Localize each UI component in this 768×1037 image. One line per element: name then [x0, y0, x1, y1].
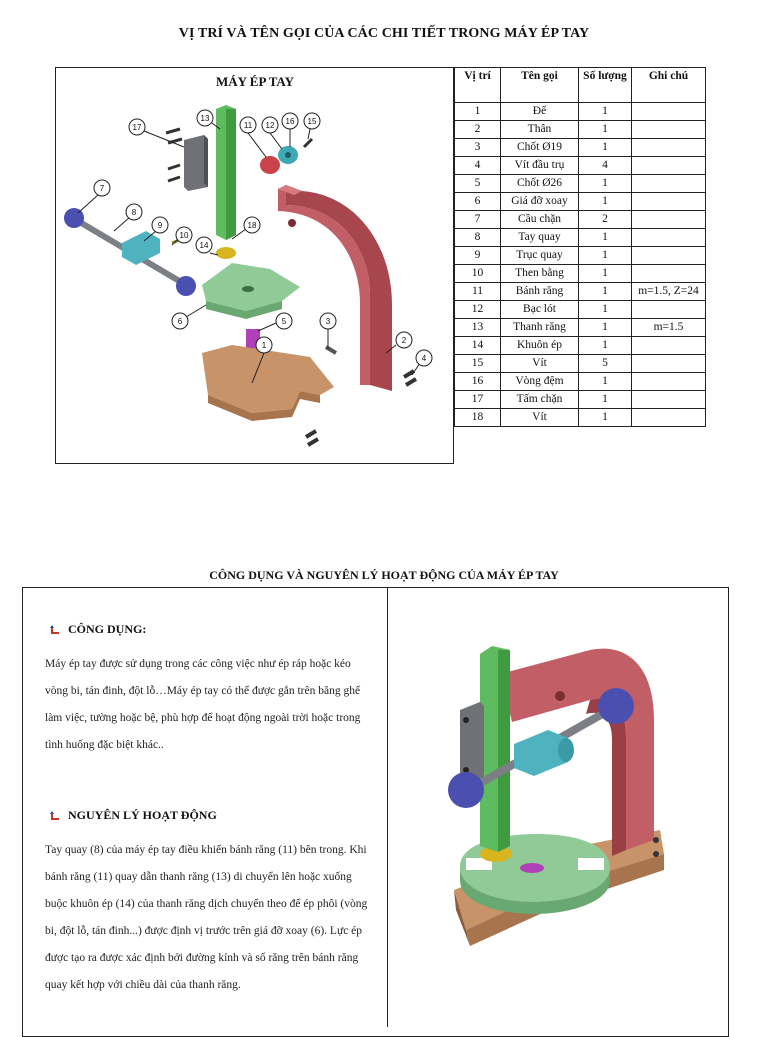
cell-note	[632, 193, 706, 211]
cell-note	[632, 175, 706, 193]
principle-line: được tạo ra được xác định bởi đường kính và số răng trên bánh răng	[45, 952, 359, 964]
table-row	[455, 103, 706, 121]
cell-quantity: 1	[579, 229, 632, 247]
svg-text:12: 12	[265, 121, 275, 130]
callout-6	[172, 305, 206, 329]
cell-quantity: 1	[579, 247, 632, 265]
svg-text:9: 9	[157, 221, 163, 230]
svg-text:18: 18	[247, 221, 257, 230]
cell-position: 4	[455, 157, 501, 175]
usage-heading-row	[50, 622, 146, 637]
table-row	[455, 301, 706, 319]
svg-text:3: 3	[325, 317, 331, 326]
cell-note	[632, 355, 706, 373]
table-row	[455, 319, 706, 337]
principle-heading: NGUYÊN LÝ HOẠT ĐỘNG	[68, 808, 217, 822]
table-row	[455, 265, 706, 283]
cell-position: 8	[455, 229, 501, 247]
cell-name: Khuôn ép	[501, 337, 579, 355]
table-row	[455, 373, 706, 391]
cell-note	[632, 121, 706, 139]
cell-note	[632, 409, 706, 427]
usage-paragraph	[45, 651, 381, 759]
cell-quantity: 2	[579, 211, 632, 229]
cell-name: Chốt Ø26	[501, 175, 579, 193]
cell-name: Chốt Ø19	[501, 139, 579, 157]
bushing-part	[216, 247, 236, 259]
cell-position: 17	[455, 391, 501, 409]
cell-note	[632, 391, 706, 409]
callout-18	[232, 217, 260, 239]
table-row	[455, 211, 706, 229]
cell-position: 9	[455, 247, 501, 265]
svg-text:15: 15	[307, 117, 317, 126]
cell-note	[632, 139, 706, 157]
cell-quantity: 1	[579, 193, 632, 211]
svg-text:6: 6	[177, 317, 183, 326]
cell-quantity: 1	[579, 139, 632, 157]
cell-quantity: 1	[579, 121, 632, 139]
parts-table	[454, 67, 706, 427]
cell-position: 10	[455, 265, 501, 283]
svg-text:8: 8	[131, 208, 137, 217]
screw-part	[653, 851, 659, 857]
cell-quantity: 4	[579, 157, 632, 175]
cell-name: Vít	[501, 355, 579, 373]
cell-note	[632, 337, 706, 355]
table-row	[455, 391, 706, 409]
svg-text:4: 4	[421, 354, 427, 363]
rack-part	[216, 105, 236, 240]
cell-position: 7	[455, 211, 501, 229]
table-row	[455, 229, 706, 247]
principle-paragraph	[45, 837, 385, 999]
callout-5	[258, 313, 292, 331]
cell-note: m=1.5	[632, 319, 706, 337]
cell-position: 15	[455, 355, 501, 373]
table-row	[455, 409, 706, 427]
svg-text:7: 7	[99, 184, 105, 193]
principle-line: Tay quay (8) của máy ép tay điều khiển bánh răng (11) bên trong. Khi	[45, 844, 367, 856]
table-row	[455, 337, 706, 355]
usage-line: Máy ép tay được sử dụng trong các công việc như ép ráp hoặc kéo	[45, 658, 351, 670]
cell-quantity: 1	[579, 283, 632, 301]
principle-line: bánh răng (11) quay dẫn thanh răng (13) di chuyển lên hoặc xuống	[45, 871, 352, 883]
section-title: CÔNG DỤNG VÀ NGUYÊN LÝ HOẠT ĐỘNG CỦA MÁY ÉP TAY	[209, 568, 559, 582]
svg-text:17: 17	[132, 123, 142, 132]
screw-part	[406, 379, 416, 385]
table-row	[455, 283, 706, 301]
cell-note	[632, 157, 706, 175]
assembled-press-illustration	[440, 640, 680, 960]
table-row	[455, 157, 706, 175]
cell-position: 18	[455, 409, 501, 427]
cell-note	[632, 103, 706, 121]
svg-text:14: 14	[199, 241, 209, 250]
cell-name: Trục quay	[501, 247, 579, 265]
cell-name: Vít đầu trụ	[501, 157, 579, 175]
cell-name: Thanh răng	[501, 319, 579, 337]
cell-quantity: 1	[579, 337, 632, 355]
cell-position: 12	[455, 301, 501, 319]
cell-name: Vít	[501, 409, 579, 427]
usage-heading: CÔNG DỤNG:	[68, 622, 147, 636]
callout-12	[262, 117, 282, 149]
svg-text:13: 13	[200, 114, 210, 123]
svg-text:1: 1	[261, 341, 267, 350]
cell-name: Đế	[501, 103, 579, 121]
cell-name: Vòng đệm	[501, 373, 579, 391]
screw-part	[653, 837, 659, 843]
cell-note	[632, 373, 706, 391]
cell-position: 14	[455, 337, 501, 355]
header-name: Tên gọi	[501, 68, 579, 103]
cell-note	[632, 301, 706, 319]
cell-quantity: 1	[579, 409, 632, 427]
cell-position: 11	[455, 283, 501, 301]
cell-position: 6	[455, 193, 501, 211]
header-position: Vị trí	[455, 68, 501, 103]
principle-line: bi, đột lỗ, tán đinh...) được định vị trước trên giá đỡ xoay (6). Lực ép	[45, 925, 363, 937]
usage-line: tình huống đặc biệt khác..	[45, 739, 164, 751]
cell-name: Giá đỡ xoay	[501, 193, 579, 211]
cell-quantity: 1	[579, 301, 632, 319]
base-part	[202, 345, 334, 421]
table-row	[455, 175, 706, 193]
cell-note	[632, 247, 706, 265]
table-row	[455, 139, 706, 157]
cell-position: 13	[455, 319, 501, 337]
table-header-row	[455, 68, 706, 103]
section-divider	[387, 587, 388, 1027]
cell-quantity: 1	[579, 319, 632, 337]
arrow-bullet-icon	[50, 625, 60, 635]
cell-note: m=1.5, Z=24	[632, 283, 706, 301]
page-title: VỊ TRÍ VÀ TÊN GỌI CỦA CÁC CHI TIẾT TRONG MÁY ÉP TAY	[178, 26, 590, 41]
cell-quantity: 1	[579, 373, 632, 391]
rotary-table-part	[202, 263, 300, 319]
cell-position: 2	[455, 121, 501, 139]
cell-quantity: 1	[579, 175, 632, 193]
stop-plate-part	[166, 129, 208, 191]
usage-line: làm việc, tường hoặc bệ, phù hợp để hoạt động ngoài trời hoặc trong	[45, 712, 361, 724]
gear-washer-group	[260, 139, 312, 174]
cell-position: 3	[455, 139, 501, 157]
rack-part	[480, 646, 510, 852]
principle-line: buộc khuôn ép (14) của thanh răng dịch chuyển theo để ép phôi (vòng	[45, 898, 368, 910]
callout-7	[78, 180, 110, 213]
svg-text:10: 10	[179, 231, 189, 240]
callout-10	[172, 227, 192, 245]
svg-text:2: 2	[401, 336, 407, 345]
cell-name: Bánh răng	[501, 283, 579, 301]
handle-part	[64, 208, 196, 296]
exploded-view-title: MÁY ÉP TAY	[215, 74, 294, 89]
usage-line: vòng bi, tán đinh, đột lỗ…Máy ép tay có thể được gắn trên băng ghế	[45, 685, 361, 697]
table-row	[455, 193, 706, 211]
arrow-bullet-icon	[50, 811, 60, 821]
principle-heading-row	[50, 808, 217, 823]
cell-quantity: 1	[579, 391, 632, 409]
callout-3	[320, 313, 336, 349]
cell-name: Tay quay	[501, 229, 579, 247]
callout-8	[114, 204, 142, 231]
principle-line: quay kết hợp với chiều dài của thanh răng.	[45, 979, 241, 991]
cell-quantity: 5	[579, 355, 632, 373]
table-row	[455, 355, 706, 373]
cell-quantity: 1	[579, 103, 632, 121]
screw-part	[306, 431, 316, 437]
cell-name: Cầu chặn	[501, 211, 579, 229]
cell-name: Tấm chặn	[501, 391, 579, 409]
svg-text:11: 11	[243, 121, 253, 130]
callout-16	[282, 113, 298, 147]
cell-position: 1	[455, 103, 501, 121]
svg-text:16: 16	[285, 117, 295, 126]
table-row	[455, 247, 706, 265]
header-quantity: Số lượng	[579, 68, 632, 103]
cell-position: 16	[455, 373, 501, 391]
table-row	[455, 121, 706, 139]
cell-note	[632, 229, 706, 247]
svg-text:5: 5	[281, 317, 287, 326]
callout-14	[196, 237, 218, 255]
callout-4	[412, 350, 432, 375]
exploded-view-drawing	[56, 95, 452, 461]
screw-part	[308, 439, 318, 445]
cell-position: 5	[455, 175, 501, 193]
cell-name: Bạc lót	[501, 301, 579, 319]
callout-17	[129, 119, 184, 147]
callout-15	[304, 113, 320, 139]
cell-note	[632, 265, 706, 283]
cell-name: Then bằng	[501, 265, 579, 283]
header-note: Ghi chú	[632, 68, 706, 103]
cell-quantity: 1	[579, 265, 632, 283]
cell-note	[632, 211, 706, 229]
cell-name: Thân	[501, 121, 579, 139]
